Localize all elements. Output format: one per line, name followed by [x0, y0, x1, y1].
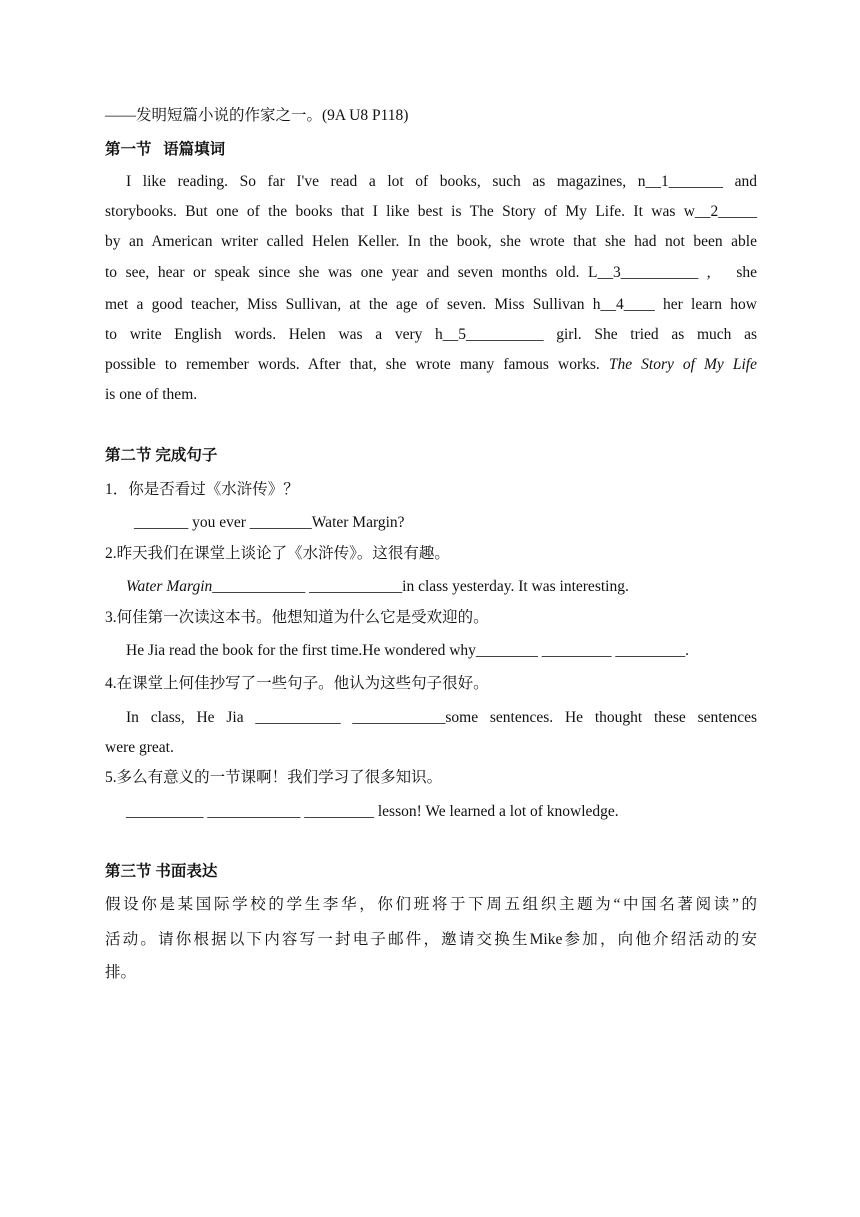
passage-line-5: met a good teacher, Miss Sullivan, at the age of seven. Miss Sullivan h__4____ her learn how: [105, 296, 757, 313]
section2-heading: 第二节 完成句子: [105, 447, 218, 464]
item-2-italic-title: Water Margin: [126, 578, 213, 595]
writing-prompt-line-3: 排。: [105, 964, 137, 981]
item-5-chinese: 5.多么有意义的一节课啊！我们学习了很多知识。: [105, 769, 443, 786]
section1-heading: 第一节 语篇填词: [105, 141, 226, 158]
item-4-english-cont: were great.: [105, 739, 174, 756]
item-2-chinese: 2.昨天我们在课堂上谈论了《水浒传》。这很有趣。: [105, 545, 450, 562]
writing-prompt-line-2: 活动。请你根据以下内容写一封电子邮件，邀请交换生Mike参加，向他介绍活动的安: [105, 931, 757, 948]
item-2-english: [126, 577, 757, 597]
item-1-english: _______ you ever ________Water Margin?: [134, 514, 405, 531]
item-3-chinese: 3.何佳第一次读这本书。他想知道为什么它是受欢迎的。: [105, 609, 489, 626]
book-title-italic: The Story of My Life: [608, 356, 757, 373]
passage-line-7: [105, 355, 757, 375]
item-4-chinese: 4.在课堂上何佳抄写了一些句子。他认为这些句子很好。: [105, 675, 489, 692]
passage-line-8: is one of them.: [105, 386, 198, 403]
section3-heading: 第三节 书面表达: [105, 863, 218, 880]
item-5-english: __________ ____________ _________ lesson! We learned a lot of knowledge.: [126, 803, 619, 820]
writing-prompt-line-1: 假设你是某国际学校的学生李华，你们班将于下周五组织主题为“中国名著阅读”的: [105, 896, 757, 913]
item-1-chinese: 1．你是否看过《水浒传》？: [105, 481, 299, 498]
item-4-english: In class, He Jia ___________ ____________some sentences. He thought these sentences: [126, 709, 757, 726]
passage-line-7-text: possible to remember words. After that, she wrote many famous works.: [105, 356, 609, 373]
passage-line-2: storybooks. But one of the books that I like best is The Story of My Life. It was w__2_____: [105, 203, 757, 220]
passage-line-1: I like reading. So far I've read a lot of books, such as magazines, n__1_______ and: [126, 173, 757, 190]
intro-line: ——发明短篇小说的作家之一。(9A U8 P118): [105, 107, 409, 124]
passage-line-3: by an American writer called Helen Keller. In the book, she wrote that she had not been able: [105, 233, 757, 250]
passage-line-4: to see, hear or speak since she was one year and seven months old. L__3__________ , she: [105, 264, 757, 281]
passage-line-6: to write English words. Helen was a very h__5__________ girl. She tried as much as: [105, 326, 757, 343]
item-2-english-text: ____________ ____________in class yesterday. It was interesting.: [212, 578, 629, 595]
item-3-english: He Jia read the book for the first time.He wondered why________ _________ _________.: [126, 642, 690, 659]
